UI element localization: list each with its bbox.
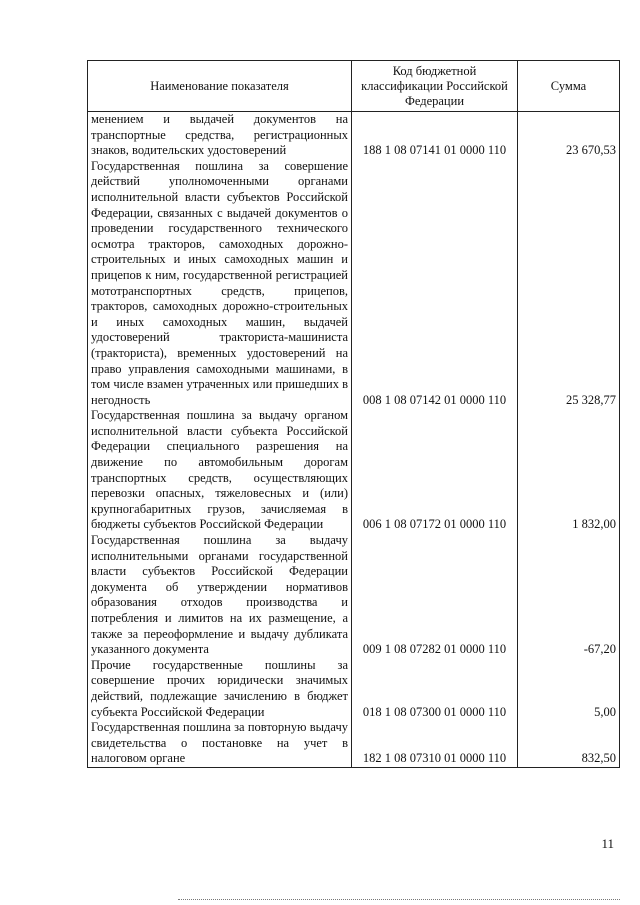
header-name: Наименование показателя <box>88 61 352 112</box>
row-code: 009 1 08 07282 01 0000 110 <box>352 533 518 658</box>
row-name: Государственная пошлина за повторную выдачу свидетельства о постановке на учет в налоговом органе <box>88 720 352 767</box>
header-code: Код бюджетной классификации Российской Федерации <box>352 61 518 112</box>
row-code: 008 1 08 07142 01 0000 110 <box>352 159 518 409</box>
row-sum: 25 328,77 <box>518 159 620 409</box>
page-number: 11 <box>601 836 614 851</box>
row-sum: 5,00 <box>518 658 620 720</box>
row-sum: -67,20 <box>518 533 620 658</box>
row-code: 188 1 08 07141 01 0000 110 <box>352 112 518 159</box>
table-row <box>88 112 620 159</box>
table-header-row <box>88 61 620 112</box>
row-name: Государственная пошлина за выдачу органом исполнительной власти субъекта Российской Федерации специального разрешения на движение по автомобильным дорогам транспортных средств, осуществляющих перевозки опасных, тяжеловесных и (или) крупногабаритных грузов, зачисляемая в бюджеты субъектов Российской Федерации <box>88 408 352 533</box>
table-row <box>88 533 620 658</box>
row-name: менением и выдачей документов на транспортные средства, регистрационных знаков, водительских удостоверений <box>88 112 352 159</box>
row-code: 182 1 08 07310 01 0000 110 <box>352 720 518 767</box>
row-sum: 23 670,53 <box>518 112 620 159</box>
budget-table <box>87 60 620 768</box>
row-name: Государственная пошлина за совершение действий уполномоченными органами исполнительной власти субъектов Российской Федерации, связанных с выдачей документов о проведении государственного технического осмотра тракторов, самоходных дорожно-строительных и иных самоходных машин и прицепов к ним, государственной регистрацией мототранспортных средств, прицепов, тракторов, самоходных дорожно-строительных и иных самоходных машин, выдачей удостоверений тракториста-машиниста (тракториста), временных удостоверений на право управления самоходными машинами, в том числе взамен утраченных или пришедших в негодность <box>88 159 352 409</box>
row-code: 006 1 08 07172 01 0000 110 <box>352 408 518 533</box>
bottom-divider <box>178 899 620 900</box>
row-sum: 1 832,00 <box>518 408 620 533</box>
table-row <box>88 658 620 720</box>
row-sum: 832,50 <box>518 720 620 767</box>
table-row <box>88 720 620 767</box>
table-row <box>88 159 620 409</box>
row-name: Государственная пошлина за выдачу исполнительными органами государственной власти субъектов Российской Федерации документа об утверждении нормативов образования отходов производства и потребления и лимитов на их размещение, а также за переоформление и выдачу дубликата указанного документа <box>88 533 352 658</box>
row-name: Прочие государственные пошлины за совершение прочих юридически значимых действий, подлежащие зачислению в бюджет субъекта Российской Федерации <box>88 658 352 720</box>
header-sum: Сумма <box>518 61 620 112</box>
row-code: 018 1 08 07300 01 0000 110 <box>352 658 518 720</box>
table-row <box>88 408 620 533</box>
